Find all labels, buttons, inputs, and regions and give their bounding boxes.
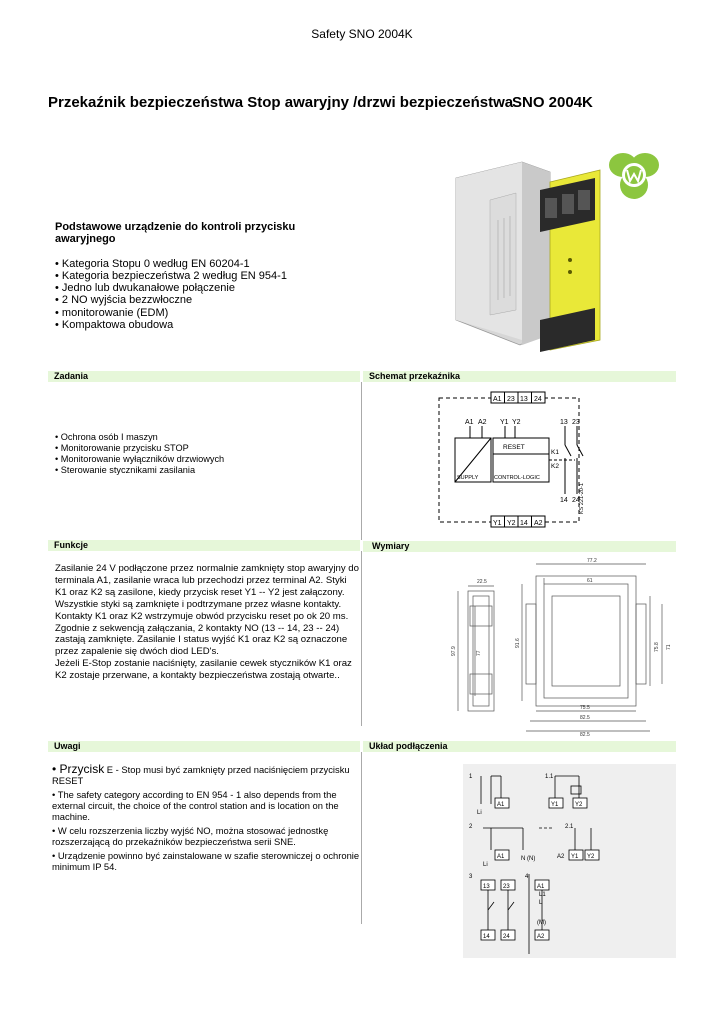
schematic-label: 23 [572, 419, 580, 426]
schematic-terminal: 23 [507, 396, 515, 403]
uwagi-text: Urządzenie powinno być zainstalowane w szafie sterowniczej o ochronie minimum IP 54. [52, 850, 360, 872]
schematic-terminal: 13 [520, 396, 528, 403]
dimensions-drawing [440, 556, 675, 738]
dimension-label: 77 [476, 650, 482, 656]
funkcje-paragraph: Zasilanie 24 V podłączone przez normalnie zamknięty stop awaryjny do terminala A1, zasilanie wraca lub przechodzi przez terminal A2. Styki K1 oraz K2 są zasilone, kiedy przycisk reset Y1 -- Y2 jest załączony. Wszystkie styki są zamknięte i podtrzymane przez własne kontakty. Kontakty K1 oraz K2 wstrzymuje obwód przycisku reset po ok 20 ms. Zgodnie z sekwencją załączania, 2 kontakty NO (13 -- 14, 23 -- 24) zastają zamknięte. Zasilanie I status wyjść K1 oraz K2 są oznaczone przez zapalenie się dwóch diod LED's. [55, 563, 359, 658]
intro-block [55, 221, 355, 331]
intro-bullet: • Jedno lub dwukanałowe połączenie [55, 282, 235, 295]
wiring-label: 1.1 [545, 774, 554, 780]
wiring-label: 24 [503, 934, 510, 940]
schematic-label: KS 221-20-1 [579, 483, 585, 514]
wiring-label: A1 [537, 884, 545, 890]
section-bar-funkcje [48, 540, 360, 551]
schematic-label: SUPPLY [457, 475, 479, 481]
relay-schematic [435, 390, 585, 530]
list-item [52, 789, 362, 822]
product-image [450, 160, 610, 360]
page-header: Safety SNO 2004K [311, 27, 413, 41]
wiring-label: 2 [469, 824, 473, 830]
wiring-diagram [463, 764, 676, 958]
wiring-label: 3 [469, 874, 473, 880]
dimension-label: 22.5 [477, 579, 487, 585]
uwagi-lead: • [52, 850, 56, 861]
wiring-label: L [539, 900, 543, 906]
dimension-label: 75.8 [654, 642, 660, 652]
list-item [52, 764, 362, 786]
schematic-terminal: Y2 [507, 520, 516, 527]
dimension-label: 77.2 [587, 558, 597, 564]
section-title-wymiary: Wymiary [372, 541, 410, 551]
schematic-label: 13 [560, 419, 568, 426]
schematic-label: K1 [551, 449, 559, 456]
intro-heading: Podstawowe urządzenie do kontroli przycisku awaryjnego [55, 221, 296, 246]
section-title-schemat: Schemat przekaźnika [369, 371, 461, 381]
dimension-label: 97.9 [451, 646, 457, 656]
schematic-label: Y1 [500, 419, 509, 426]
schematic-label: RESET [503, 444, 525, 451]
intro-bullet: • monitorowanie (EDM) [55, 306, 169, 319]
schematic-terminal: 24 [534, 396, 542, 403]
funkcje-text [55, 563, 361, 682]
wiring-label: 14 [483, 934, 490, 940]
wiring-diagram-box [463, 764, 676, 958]
list-item: • Monitorowanie wyłączników drzwiowych [55, 454, 225, 464]
dimension-label: 75.5 [580, 705, 590, 711]
section-bar-zadania [48, 371, 360, 382]
wiring-label: A1 [497, 802, 505, 808]
wiring-label: Y1 [551, 802, 559, 808]
schematic-label: Y2 [512, 419, 521, 426]
uwagi-lead: • Przycisk [52, 762, 105, 776]
model-title: SNO 2004K [512, 94, 593, 111]
schematic-terminal: A1 [493, 396, 502, 403]
page-title: Przekaźnik bezpieczeństwa Stop awaryjny /drzwi bezpieczeństwa [48, 94, 514, 111]
dimension-label: 82.5 [580, 715, 590, 721]
list-item: • Ochrona osób I maszyn [55, 432, 158, 442]
list-item [52, 850, 362, 872]
section-title-funkcje: Funkcje [54, 540, 89, 550]
schematic-terminal: Y1 [493, 520, 502, 527]
wiring-label: L1 [539, 892, 546, 898]
dimension-label: 91.6 [515, 638, 521, 648]
funkcje-paragraph: Jeżeli E-Stop zostanie naciśnięty, zasilanie cewek styczników K1 oraz K2 zostaje przerwane, a kontakty bezpieczeństwa zostają otwarte.. [55, 658, 352, 682]
wiring-label: A2 [537, 934, 545, 940]
intro-bullet: • 2 NO wyjścia bezzwłoczne [55, 294, 193, 307]
dimension-label: 82.5 [580, 732, 590, 738]
column-divider [361, 551, 362, 726]
list-item [52, 825, 362, 847]
wiring-label: Y2 [587, 854, 595, 860]
column-divider [361, 382, 362, 540]
wiring-label: 13 [483, 884, 490, 890]
section-bar-uwagi [48, 741, 360, 752]
schematic-terminal: A2 [534, 520, 543, 527]
schematic-terminal: 14 [520, 520, 528, 527]
uwagi-lead: • [52, 825, 56, 836]
section-bar-wymiary [363, 541, 676, 552]
wiring-label: Li [477, 810, 482, 816]
zadania-list [55, 432, 355, 476]
schematic-label: 14 [560, 497, 568, 504]
uwagi-lead: • [52, 789, 56, 800]
intro-bullet: • Kompaktowa obudowa [55, 319, 174, 332]
section-bar-uklad [363, 741, 676, 752]
intro-bullet: • Kategoria bezpieczeństwa 2 według EN 954-1 [55, 269, 287, 282]
intro-bullet: • Kategoria Stopu 0 według EN 60204-1 [55, 257, 250, 270]
uwagi-text: W celu rozszerzenia liczby wyjść NO, można stosować jednostkę rozszerzającą do przekaźników bezpieczeństwa serii SNE. [52, 825, 329, 847]
schematic-label: K2 [551, 463, 559, 470]
section-title-uwagi: Uwagi [54, 741, 81, 751]
brand-logo-icon [605, 145, 663, 203]
wiring-label: (M) [537, 920, 546, 926]
schematic-label: 24 [572, 497, 580, 504]
dimension-label: 61 [587, 578, 593, 584]
list-item: • Sterowanie stycznikami zasilania [55, 465, 196, 475]
schematic-label: A1 [465, 419, 474, 426]
list-item: • Monitorowanie przycisku STOP [55, 443, 189, 453]
wiring-label: N (N) [521, 856, 536, 862]
wiring-label: 2.1 [565, 824, 574, 830]
section-title-zadania: Zadania [54, 371, 89, 381]
uwagi-text: E - Stop musi być zamknięty przed naciśnięciem przycisku RESET [52, 764, 350, 786]
section-bar-schemat [363, 371, 676, 382]
wiring-label: 23 [503, 884, 510, 890]
wiring-label: 4 [525, 874, 529, 880]
schematic-label: A2 [478, 419, 487, 426]
dimension-label: 71 [666, 644, 672, 650]
schematic-label: CONTROL-LOGIC [494, 475, 540, 481]
wiring-label: A1 [497, 854, 505, 860]
wiring-label: Y2 [575, 802, 583, 808]
wiring-label: 1 [469, 774, 473, 780]
wiring-label: Y1 [571, 854, 579, 860]
wiring-label: Li [483, 862, 488, 868]
wiring-label: A2 [557, 854, 565, 860]
uwagi-text: The safety category according to EN 954 - 1 also depends from the external circuit, the choice of the control station and is location on the machine. [52, 789, 339, 822]
uwagi-list [52, 764, 362, 875]
section-title-uklad: Układ podłączenia [369, 741, 448, 751]
